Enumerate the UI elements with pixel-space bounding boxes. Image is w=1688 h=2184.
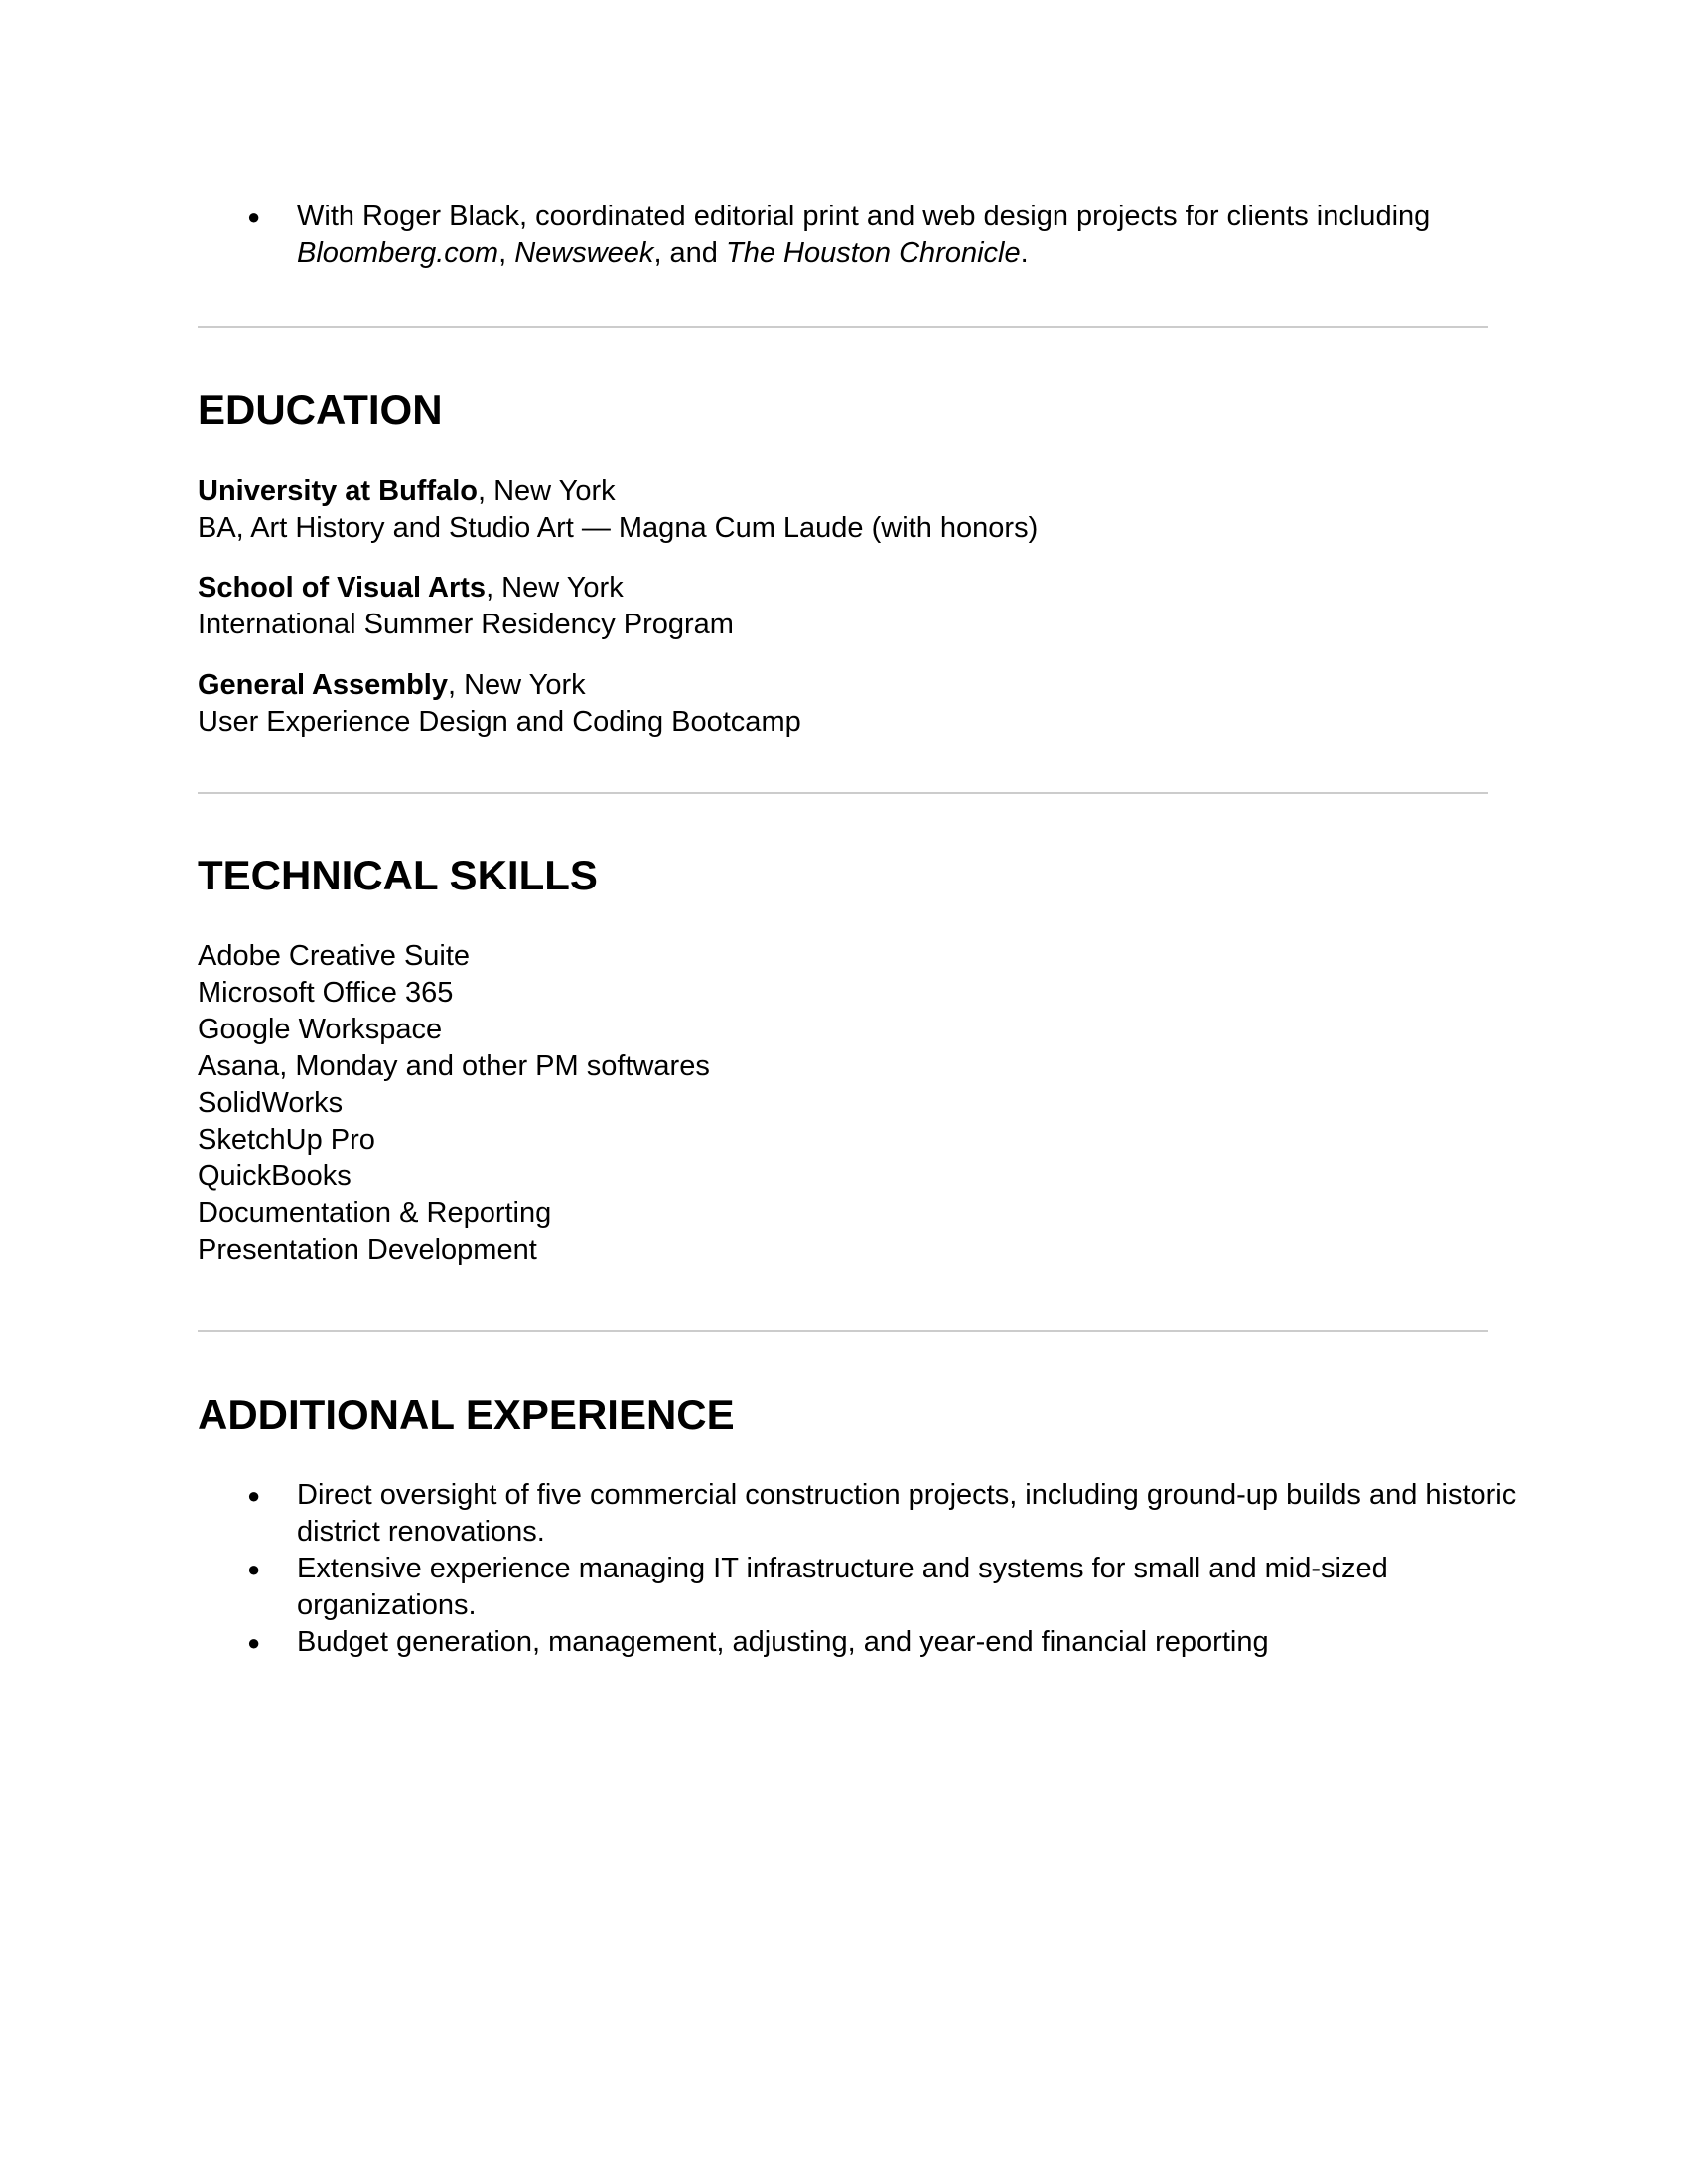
technical-skills-list (198, 938, 710, 1269)
education-entry-buffalo (198, 474, 1038, 547)
list-item: ● Budget generation, management, adjusting, and year-end financial reporting (198, 1624, 1488, 1661)
school-name: General Assembly (198, 669, 448, 701)
school-location: , New York (448, 669, 586, 701)
bullet-icon: ● (247, 1557, 261, 1581)
skill-item: Google Workspace (198, 1014, 443, 1045)
bullet-icon: ● (247, 1483, 261, 1508)
divider-1 (198, 326, 1488, 328)
program-detail: User Experience Design and Coding Bootcamp (198, 706, 801, 738)
skill-item: SolidWorks (198, 1087, 344, 1119)
intro-bullet (198, 199, 1488, 272)
intro-bullet-line-1: With Roger Black, coordinated editorial print and web design projects for clients including (297, 201, 1431, 232)
client-houston-chronicle: The Houston Chronicle (726, 237, 1021, 269)
program-detail: International Summer Residency Program (198, 609, 734, 640)
divider-2 (198, 792, 1488, 794)
skill-item: Presentation Development (198, 1234, 537, 1266)
skill-item: Documentation & Reporting (198, 1197, 552, 1229)
bullet-icon: ● (247, 1630, 261, 1655)
school-name: University at Buffalo (198, 476, 478, 507)
degree-detail: BA, Art History and Studio Art — Magna Cum Laude (with honors) (198, 512, 1039, 544)
education-entry-general-assembly (198, 667, 801, 741)
client-newsweek: Newsweek (514, 237, 654, 269)
school-name: School of Visual Arts (198, 572, 487, 604)
list-item: ● Direct oversight of five commercial construction projects, including ground-up builds and historic district renovations. (247, 1479, 1517, 1548)
technical-skills-heading: TECHNICAL SKILLS (198, 852, 598, 898)
school-location: , New York (478, 476, 616, 507)
skill-item: Asana, Monday and other PM softwares (198, 1050, 710, 1082)
intro-bullet-line-2: Bloomberg.com, Newsweek, and The Houston Chronicle. (297, 237, 1029, 269)
additional-experience-list (198, 1477, 1517, 1661)
skill-item: SketchUp Pro (198, 1124, 375, 1156)
skill-item: QuickBooks (198, 1160, 352, 1192)
skill-item: Microsoft Office 365 (198, 977, 454, 1009)
additional-experience-heading: ADDITIONAL EXPERIENCE (198, 1391, 735, 1437)
client-bloomberg: Bloomberg.com (297, 237, 499, 269)
bullet-icon: ● (247, 205, 261, 229)
divider-3 (198, 1330, 1488, 1332)
education-entry-sva (198, 570, 734, 643)
school-location: , New York (486, 572, 624, 604)
skill-item: Adobe Creative Suite (198, 940, 471, 972)
education-heading: EDUCATION (198, 386, 443, 433)
list-item: ● Extensive experience managing IT infrastructure and systems for small and mid-sized organizations. (247, 1553, 1388, 1621)
